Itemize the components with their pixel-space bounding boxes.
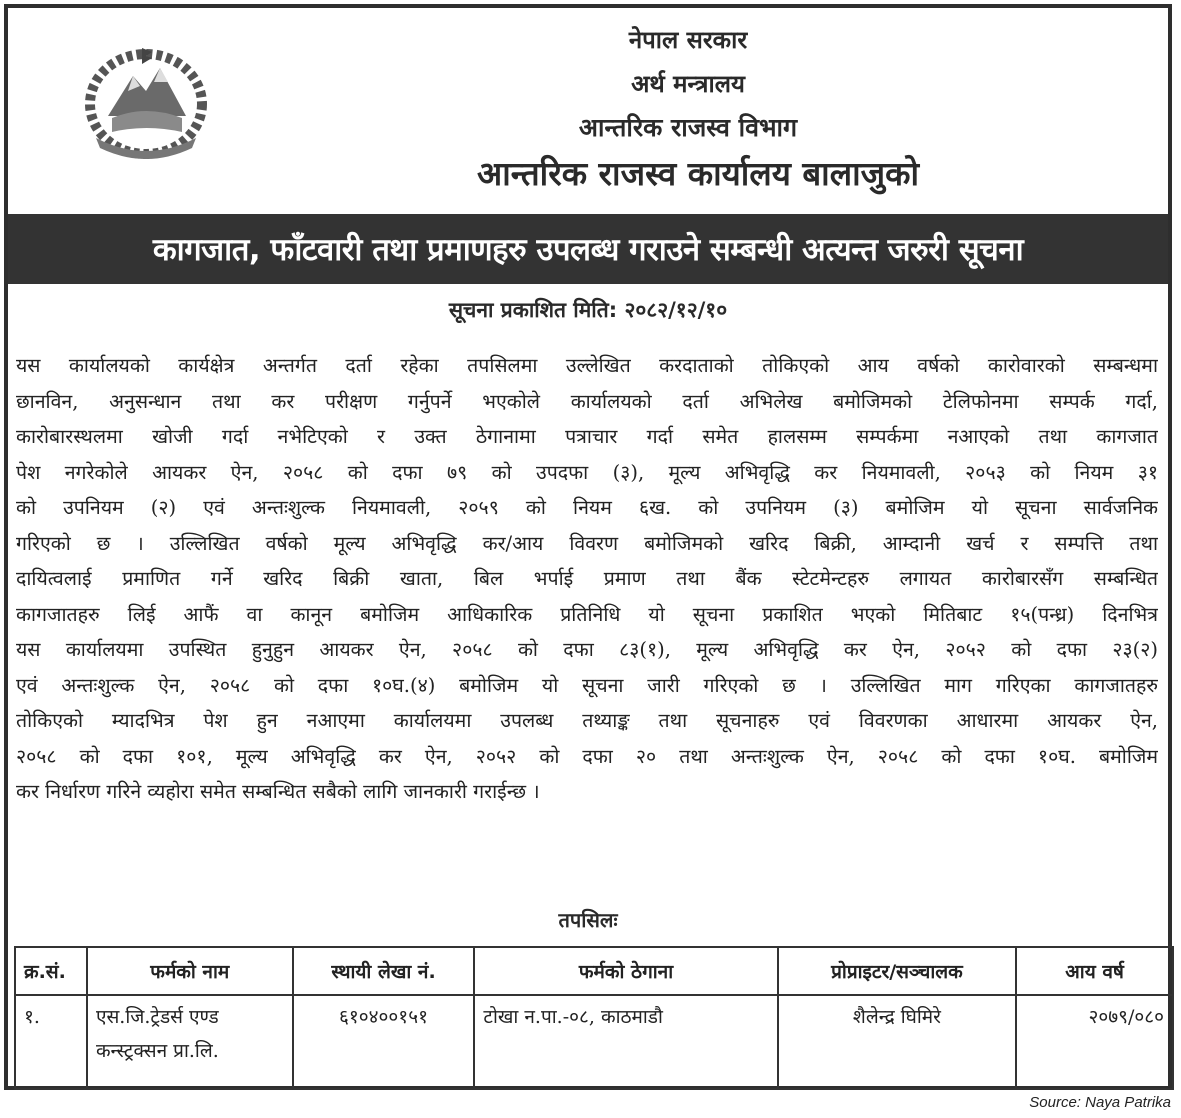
notice-frame — [4, 4, 1172, 1090]
body-line: दायित्वलाई प्रमाणित गर्ने खरिद बिक्री खाता, बिल भर्पाई प्रमाण तथा बैंक स्टेटमेन्टहरु लगायत कारोबारसँग सम्बन्धित — [16, 567, 1158, 590]
cell-sn: १. — [15, 995, 87, 1089]
publication-date-value: २०८२/१२/१० — [624, 298, 728, 322]
cell-firm-name: एस.जि.ट्रेडर्स एण्ड कन्स्ट्रक्सन प्रा.लि. — [87, 995, 293, 1089]
body-line: कारोबारस्थलमा खोजी गर्दा नभेटिएको र उक्त ठेगानामा पत्राचार गर्दा समेत हालसम्म सम्पर्कमा नआएको तथा कागजात — [16, 425, 1158, 448]
body-line: को उपनियम (२) एवं अन्तःशुल्क नियमावली, २०५९ को नियम ६ख. को उपनियम (३) बमोजिम यो सूचना सार्वजनिक — [16, 496, 1158, 519]
column-header-pan: स्थायी लेखा नं. — [293, 947, 475, 995]
ministry-name: अर्थ मन्त्रालय — [631, 70, 745, 98]
department-name: आन्तरिक राजस्व विभाग — [578, 113, 798, 142]
publication-date — [8, 296, 1168, 324]
body-line: तोकिएको म्यादभित्र पेश हुन नआएमा कार्यालयमा उपलब्ध तथ्याङ्क तथा सूचनाहरु एवं विवरणका आधारमा आयकर ऐन, — [16, 709, 1158, 732]
column-header-sn: क्र.सं. — [15, 947, 87, 995]
notice-title-banner: कागजात, फाँटवारी तथा प्रमाणहरु उपलब्ध गराउने सम्बन्धी अत्यन्त जरुरी सूचना — [8, 214, 1168, 284]
column-header-address: फर्मको ठेगाना — [474, 947, 777, 995]
body-line: छानविन, अनुसन्धान तथा कर परीक्षण गर्नुपर्ने भएकोले कार्यालयको दर्ता अभिलेख बमोजिमको टेलिफोनमा सम्पर्क गर्दा, — [16, 389, 1158, 413]
office-name: आन्तरिक राजस्व कार्यालय बालाजुको — [476, 154, 920, 193]
cell-proprietor: शैलेन्द्र घिमिरे — [778, 995, 1017, 1089]
body-line: पेश नगरेकोले आयकर ऐन, २०५८ को दफा ७९ को उपदफा (३), मूल्य अभिवृद्धि कर नियमावली, २०५३ को नियम ३१ — [16, 460, 1158, 484]
schedule-title: तपसिलः — [558, 908, 618, 932]
source-credit: Source: Naya Patrika — [1029, 1094, 1171, 1111]
body-line: कर निर्धारण गरिने व्यहोरा समेत सम्बन्धित सबैको लागि जानकारी गराईन्छ । — [16, 780, 540, 803]
body-line: एवं अन्तःशुल्क ऐन, २०५८ को दफा १०घ.(४) बमोजिम यो सूचना जारी गरिएको छ । उल्लिखित माग गरिएका कागजातहरु — [16, 673, 1158, 697]
body-line: कागजातहरु लिई आफैं वा कानून बमोजिम आधिकारिक प्रतिनिधि यो सूचना प्रकाशित भएको मितिबाट १५(पन्ध्र) दिनभित्र — [16, 602, 1158, 626]
publication-date-label: सूचना प्रकाशित मिति: — [448, 298, 618, 322]
notice-body — [16, 348, 1158, 810]
body-line: यस कार्यालयमा उपस्थित हुनुहुन आयकर ऐन, २०५८ को दफा ८३(१), मूल्य अभिवृद्धि कर ऐन, २०५२ को दफा २३(२) — [16, 638, 1158, 661]
government-name: नेपाल सरकार — [628, 26, 748, 54]
cell-address: टोखा न.पा.-०८, काठमाडौ — [474, 995, 777, 1089]
column-header-fiscal-year: आय वर्ष — [1016, 947, 1173, 995]
nepal-emblem-icon — [78, 46, 214, 164]
column-header-firm-name: फर्मको नाम — [87, 947, 293, 995]
cell-fiscal-year: २०७९/०८० — [1016, 995, 1173, 1089]
table-header-row — [15, 947, 1173, 995]
notice-header — [8, 8, 1168, 214]
column-header-proprietor: प्रोप्राइटर/सञ्चालक — [778, 947, 1017, 995]
table-row — [15, 995, 1173, 1089]
body-line: २०५८ को दफा १०१, मूल्य अभिवृद्धि कर ऐन, २०५२ को दफा २० तथा अन्तःशुल्क ऐन, २०५८ को दफा १०घ. बमोजिम — [16, 744, 1158, 768]
cell-pan: ६१०४००१५१ — [293, 995, 475, 1089]
schedule-table — [14, 946, 1174, 1090]
body-line: गरिएको छ । उल्लिखित वर्षको मूल्य अभिवृद्धि कर/आय विवरण बमोजिमको खरिद बिक्री, आम्दानी खर्च र सम्पत्ति तथा — [16, 531, 1158, 555]
body-line: यस कार्यालयको कार्यक्षेत्र अन्तर्गत दर्ता रहेका तपसिलमा उल्लेखित करदाताको तोकिएको आय वर्षको कारोवारको सम्बन्धमा — [16, 354, 1158, 377]
